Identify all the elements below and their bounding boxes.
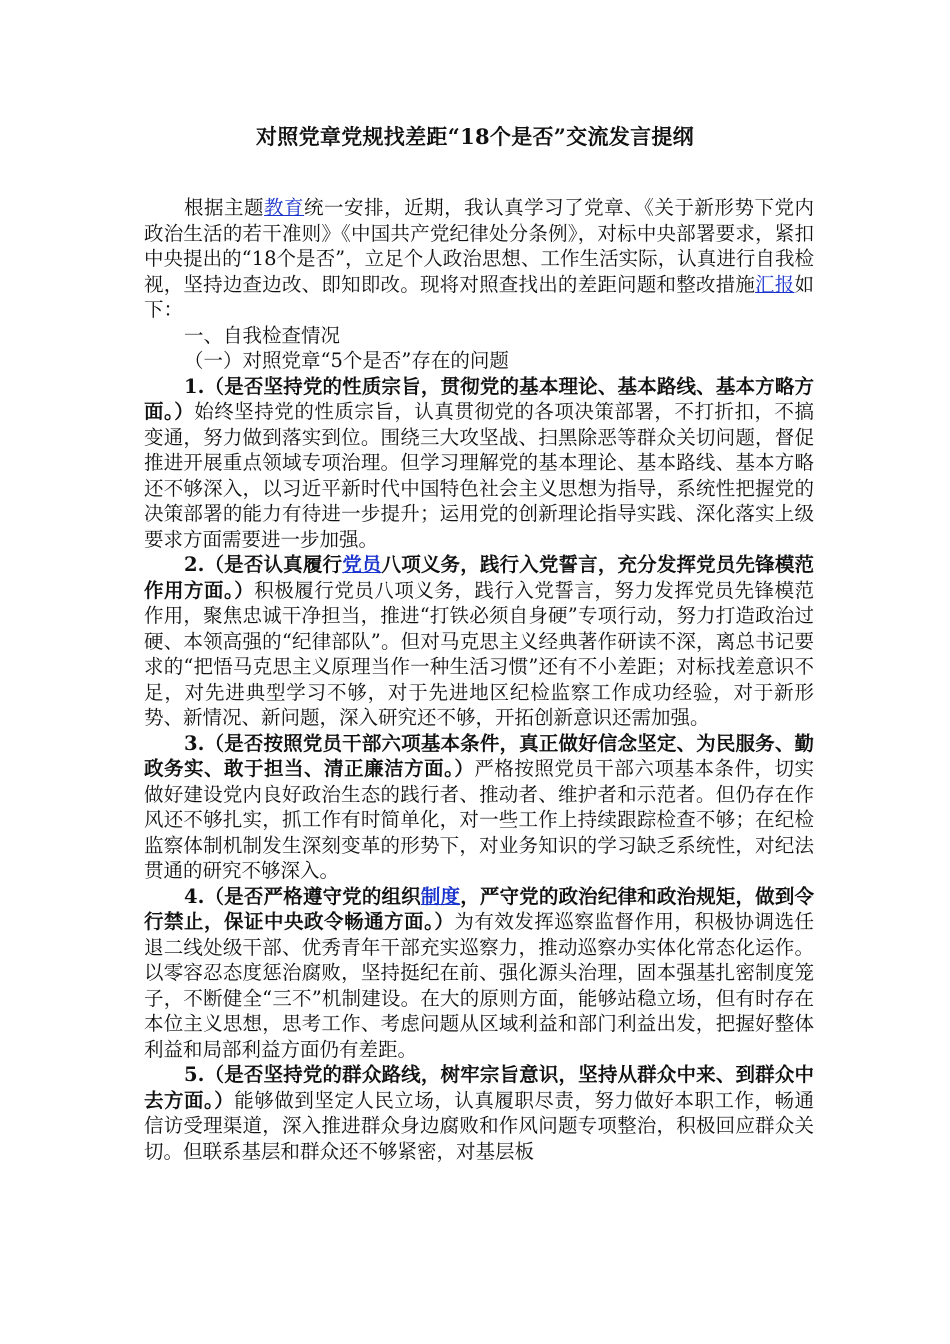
system-link[interactable]: 制度 [420, 884, 461, 908]
item-4-paragraph [144, 884, 814, 1063]
item-2-heading-b: 八项义务，践行入党誓言，充分发挥党员先锋模范作用方面。） [144, 553, 814, 602]
section-heading-1: 一、自我检查情况 [184, 323, 341, 347]
item-3-text: 严格按照党员干部六项基本条件，切实做好建设党内良好政治生态的践行者、推动者、维护者和示范者。但仍存在作风还不够扎实，抓工作有时简单化，对一些工作上持续跟踪检查不够；在纪检监察体制机制发生深刻变革的形势下，对业务知识的学习缺乏系统性，对纪法贯通的研究不够深入。 [144, 757, 814, 882]
item-4-heading-b: ，严守党的政治纪律和政治规矩，做到令行禁止，保证中央政令畅通方面。） [144, 884, 814, 933]
report-link[interactable]: 汇报 [755, 272, 795, 296]
document-title: 对照党章党规找差距“18个是否”交流发言提纲 [256, 124, 694, 149]
education-link[interactable]: 教育 [264, 196, 305, 219]
item-3-heading: 3.（是否按照党员干部六项基本条件，真正做好信念坚定、为民服务、勤政务实、敢于担当、清正廉洁方面。） [144, 731, 814, 780]
item-1-text: 始终坚持党的性质宗旨，认真贯彻党的各项决策部署，不打折扣，不搞变通，努力做到落实到位。围绕三大攻坚战、扫黑除恶等群众关切问题，督促推进开展重点领域专项治理。但学习理解党的基本理论、基本路线、基本方略还不够深入，以习近平新时代中国特色社会主义思想为指导，系统性把握党的决策部署的能力有待进一步提升；运用党的创新理论指导实践、深化落实上级要求方面需要进一步加强。 [144, 400, 814, 551]
item-4-text: 为有效发挥巡察监督作用，积极协调选任退二线处级干部、优秀青年干部充实巡察力，推动巡察办实体化常态化运作。以零容忍态度惩治腐败，坚持挺纪在前、强化源头治理，固本强基扎密制度笼子，不断健全“三不”机制建设。在大的原则方面，能够站稳立场，但有时存在本位主义思想，思考工作、考虑问题从区域利益和部门利益出发，把握好整体利益和局部利益方面仍有差距。 [144, 910, 814, 1061]
item-4-heading-a: 4.（是否严格遵守党的组织 [184, 884, 421, 908]
party-member-link[interactable]: 党员 [342, 553, 382, 576]
document-body [144, 195, 814, 1164]
intro-text-1: 根据主题 [184, 196, 265, 219]
item-5-paragraph [144, 1062, 814, 1164]
item-2-heading-a: 2.（是否认真履行 [184, 553, 343, 576]
item-3-paragraph [144, 731, 814, 884]
item-2-paragraph [144, 552, 814, 731]
intro-text-2: 统一安排，近期，我认真学习了党章、《关于新形势下党内政治生活的若干准则》《中国共产党纪律处分条例》，对标中央部署要求，紧扣中央提出的“18个是否”，立足个人政治思想、工作生活实际，认真进行自我检视，坚持边查边改、即知即改。现将对照查找出的差距问题和整改措施 [144, 196, 814, 296]
item-5-heading: 5.（是否坚持党的群众路线，树牢宗旨意识，坚持从群众中来、到群众中去方面。） [144, 1063, 814, 1112]
item-2-text: 积极履行党员八项义务，践行入党誓言，努力发挥党员先锋模范作用，聚焦忠诚干净担当，推进“打铁必须自身硬”专项行动，努力打造政治过硬、本领高强的“纪律部队”。但对马克思主义经典著作研读不深，离总书记要求的“把悟马克思主义原理当作一种生活习惯”还有不小差距；对标找差意识不足，对先进典型学习不够，对于先进地区纪检监察工作成功经验，对于新形势、新情况、新问题，深入研究还不够，开拓创新意识还需加强。 [144, 578, 814, 729]
section-heading-2: （一）对照党章“5个是否”存在的问题 [184, 349, 509, 372]
item-5-text: 能够做到坚定人民立场，认真履职尽责，努力做好本职工作，畅通信访受理渠道，深入推进群众身边腐败和作风问题专项整治，积极回应群众关切。但联系基层和群众还不够紧密，对基层板 [144, 1088, 814, 1163]
intro-paragraph [144, 195, 814, 323]
item-1-paragraph [144, 374, 814, 553]
intro-text-3: 如下： [144, 272, 814, 321]
item-1-heading: 1.（是否坚持党的性质宗旨，贯彻党的基本理论、基本路线、基本方略方面。） [144, 374, 814, 423]
